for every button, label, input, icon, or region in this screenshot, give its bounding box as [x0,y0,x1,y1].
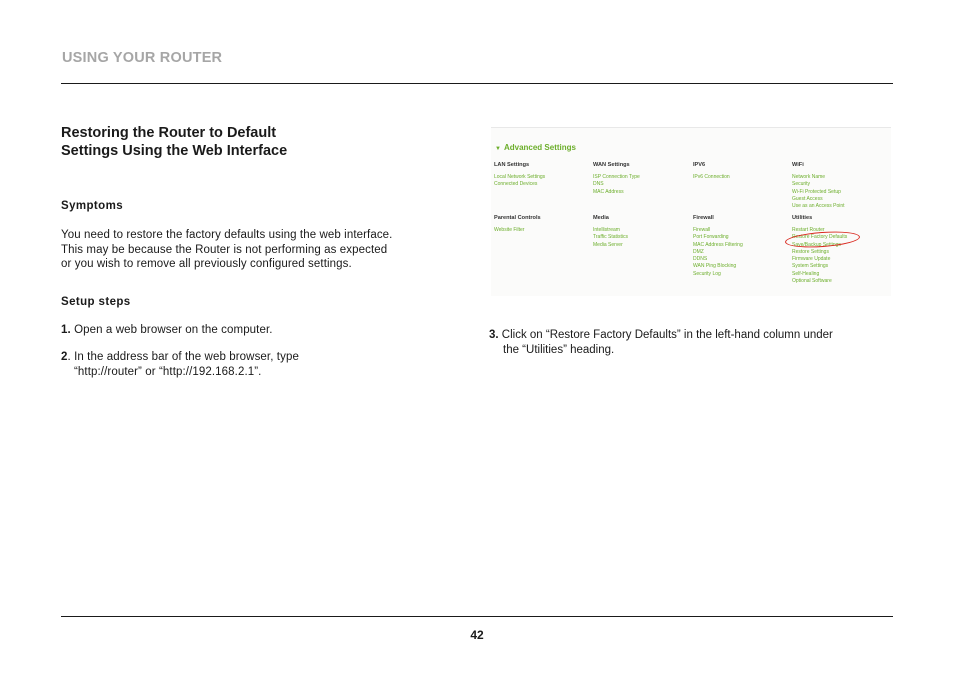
settings-link[interactable]: Local Network Settings [494,174,546,180]
advanced-settings-screenshot [491,127,891,296]
step-text: Click on “Restore Factory Defaults” in the left-hand column under [498,329,833,341]
step-text-continued: “http://router” or “http://192.168.2.1”. [74,365,262,378]
symptoms-line: or you wish to remove all previously configured settings. [61,258,352,270]
step-number: 3. [489,329,499,341]
settings-group-wifi [792,162,890,210]
group-heading: IPV6 [693,162,706,168]
advanced-settings-title [495,143,576,152]
settings-group-wan [593,162,691,196]
restore-factory-defaults-link[interactable]: Restore Factory Defaults [792,234,848,241]
symptoms-line: You need to restore the factory defaults using the web interface. [61,229,393,241]
settings-group-firewall [693,215,791,278]
settings-link[interactable]: Traffic Statistics [593,234,629,241]
settings-link[interactable]: MAC Address Filtering [693,241,743,248]
symptoms-paragraph [61,228,441,272]
settings-link[interactable]: DNS [593,181,604,188]
settings-link[interactable]: Security Log [693,270,721,277]
settings-link[interactable]: Guest Access [792,195,823,202]
settings-link[interactable]: Connected Devices [494,181,538,188]
title-line-1: Restoring the Router to Default [61,125,277,141]
settings-group-media [593,215,691,249]
group-heading: LAN Settings [494,162,530,168]
settings-link[interactable]: Website Filter [494,227,525,233]
group-heading: WiFi [792,162,804,168]
settings-link[interactable]: Wi-Fi Protected Setup [792,188,841,195]
settings-link[interactable]: Intellistream [593,227,620,233]
step-1 [61,323,441,338]
step-text: Open a web browser on the computer. [70,324,273,336]
settings-link[interactable]: Optional Software [792,278,832,285]
settings-link[interactable]: DMZ [693,248,704,255]
group-heading: Media [593,215,609,221]
step-text-continued: the “Utilities” heading. [503,343,615,356]
settings-group-ipv6 [693,162,791,181]
settings-link[interactable]: Firewall [693,227,711,233]
settings-link[interactable]: IPv6 Connection [693,174,730,180]
group-heading: Firewall [693,215,714,221]
step-number: 2 [61,351,68,363]
settings-link[interactable]: System Settings [792,263,829,270]
step-2 [61,350,441,379]
settings-group-parental [494,215,592,234]
settings-link[interactable]: ISP Connection Type [593,174,640,180]
settings-link[interactable]: Firmware Update [792,256,831,263]
settings-link[interactable]: Port Forwarding [693,234,729,241]
step-text: . In the address bar of the web browser, type [67,351,299,363]
page-number: 42 [470,628,484,642]
symptoms-heading: Symptoms [61,200,123,212]
group-heading: Parental Controls [494,215,541,221]
settings-link[interactable]: Restore Settings [792,248,829,255]
settings-link[interactable]: Security [792,181,811,188]
step-3 [489,328,889,357]
page-title [61,124,361,160]
footer-rule [61,616,893,617]
settings-link[interactable]: Restart Router [792,227,825,233]
group-heading: WAN Settings [593,162,630,168]
setup-heading: Setup steps [61,296,131,308]
title-line-2: Settings Using the Web Interface [61,143,288,159]
settings-link[interactable]: Use as an Access Point [792,203,845,210]
settings-link[interactable]: Network Name [792,174,826,180]
settings-group-utilities [792,215,890,285]
step-number: 1. [61,324,71,336]
settings-link[interactable]: Media Server [593,241,623,248]
settings-link[interactable]: Self-Healing [792,270,820,277]
symptoms-line: This may be because the Router is not performing as expected [61,243,388,256]
settings-group-lan [494,162,592,189]
settings-link[interactable]: DDNS [693,256,708,263]
settings-link[interactable]: MAC Address [593,188,624,195]
settings-link[interactable]: WAN Ping Blocking [693,263,737,270]
settings-link[interactable]: Save/Backup Settings [792,241,841,248]
caret-down-icon: ▼ [495,146,501,152]
advanced-settings-label: Advanced Settings [503,143,576,152]
section-header: USING YOUR ROUTER [62,50,223,66]
header-rule [61,83,893,84]
group-heading: Utilities [792,215,813,221]
